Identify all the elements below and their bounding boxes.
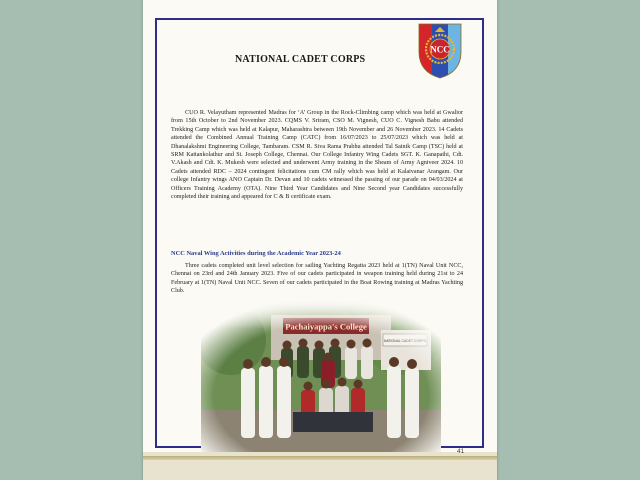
emblem-label: NCC — [430, 44, 450, 55]
footer-rule — [143, 456, 497, 460]
naval-wing-paragraph: Three cadets completed unit level selection for sailing Yachting Regatta 2023 held at 1(TN) Naval Unit NCC, Chennai on 23rd and 24th January 2023. Five of our cadets participated in weapon training held during 21st to 24 February at 1(TN) Naval Unit NCC. Seven of our cadets participated in the Boat Rowing training at Madras Yachting Club. — [171, 263, 463, 295]
page-number: 41 — [457, 448, 465, 455]
ncc-paragraph: CUO R. Velayutham represented Madras for ‘A’ Group in the Rock-Climbing camp which was held at Gwalior from 15th October to 2nd November 2023. CQMS V. Sriram, CSO M. Vignesh, CUO C. Vignesh Babu attended Trekking Camp which was held at Kalapur, Maharashtra between 19th November and 26 November 2023. 14 Cadets attended the Combined Annual Training Camp (CATC) from 16/07/2023 to 25/07/2023 which was held at Dhanalakshmi Engineering College, Tambaram. CSM R. Siva Rama Prabhu attended Tal Sainik Camp (TSC) held at SRM Kattankolathur and St. Joseph College, Chennai. Our College Infantry Wing Cadets SGT. K. Ganapathi, Cdt. V.Akash and Cdt. K. Mukesh were selected and underwent Army training in the Sheam of Army Agniveer 2024. 10 Cadets attended RDC – 2024 contingent felicitations cum CM rally which was held at Kalaivanar Arangam. Our college Infantry wings ANO Captain Dr. Devan and 10 cadets witnessed the passing of our parade on 04/03/2024 at Officers Training Academy (OTA). Nine Third Year Candidates and Nine Second year Candidates successfully completed their training and appeared for C & B certificate exam. — [171, 110, 463, 201]
document-page — [143, 0, 497, 480]
page-title: NATIONAL CADET CORPS — [235, 54, 366, 65]
naval-wing-heading: NCC Naval Wing Activities during the Academic Year 2023-24 — [171, 250, 341, 257]
group-photo — [201, 300, 441, 460]
ncc-emblem — [415, 22, 465, 80]
